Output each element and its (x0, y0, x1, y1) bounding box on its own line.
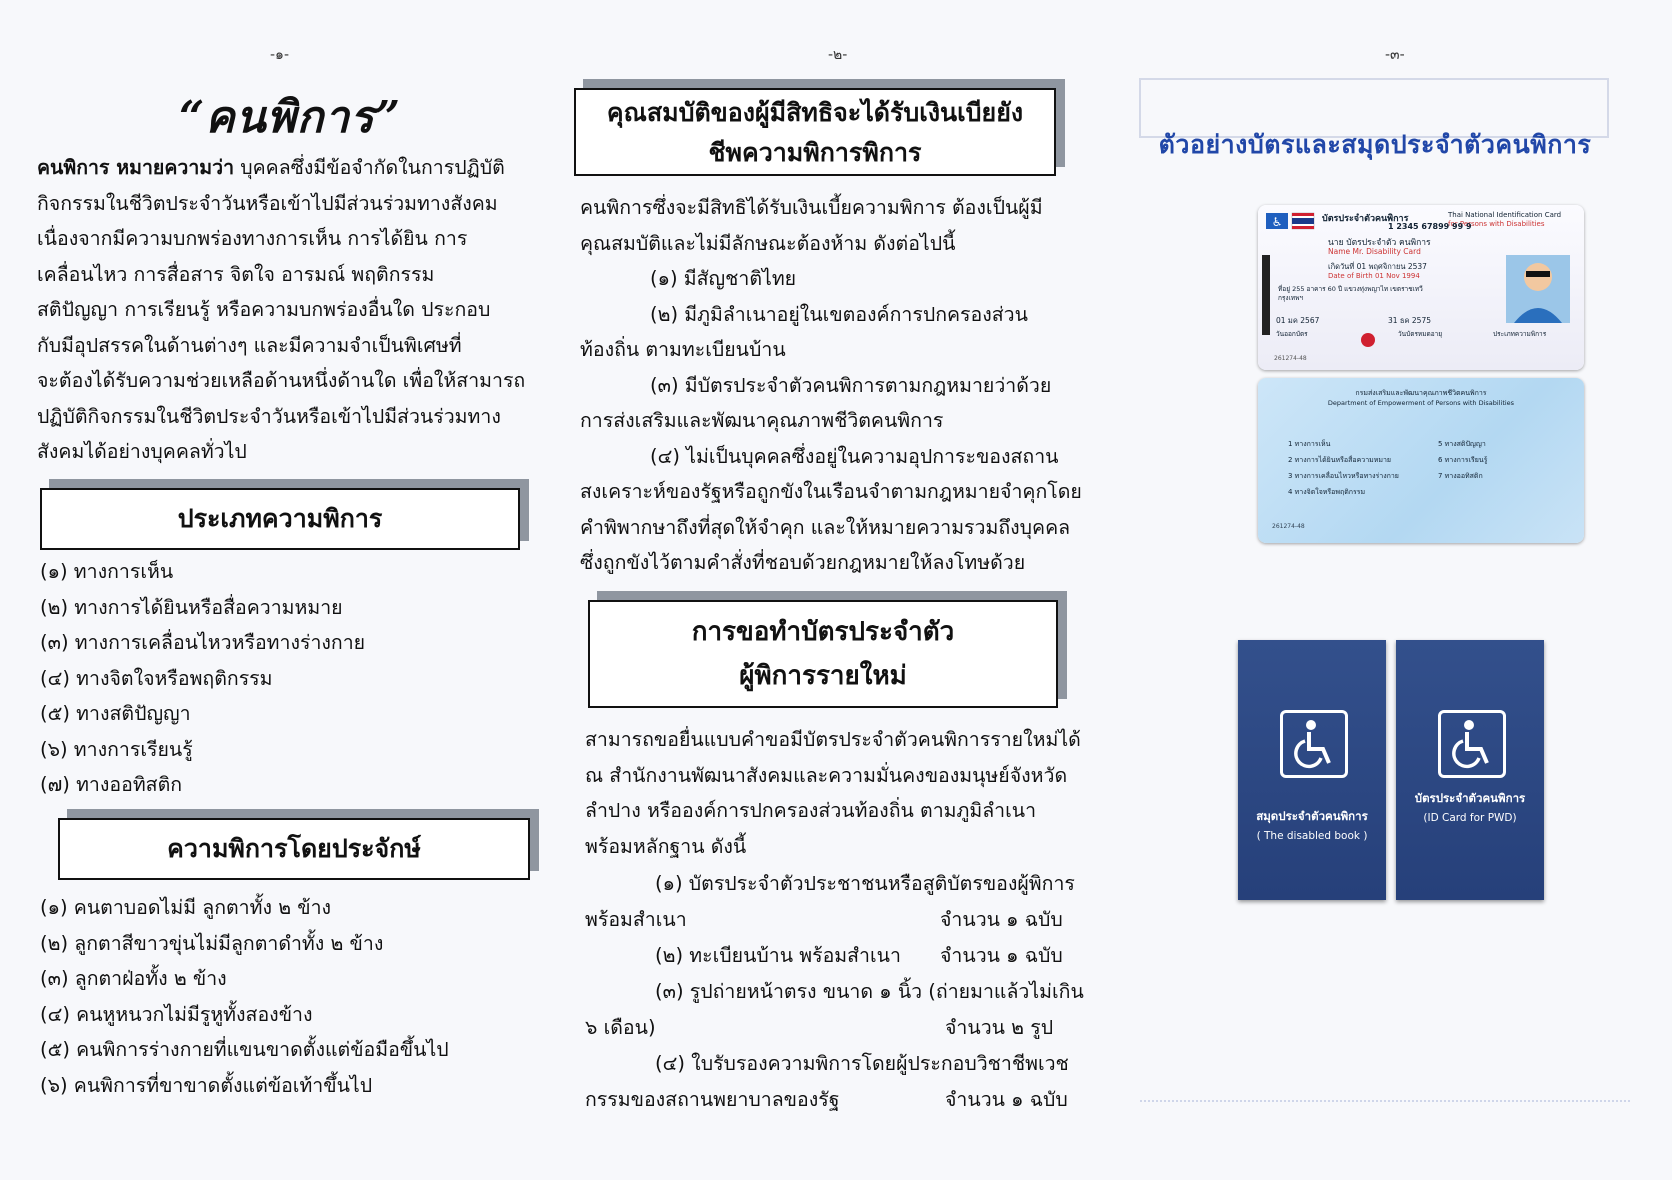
panel-what-is-disability (30, 0, 550, 1180)
list-item: (๕) ทางสติปัญญา (40, 702, 191, 725)
list-item: (๑) ทางการเห็น (40, 560, 174, 583)
doc-item-2: (๒) ทะเบียนบ้าน พร้อมสำเนา (655, 944, 901, 967)
list-item: (๕) คนพิการร่างกายที่แขนขาดตั้งแต่ข้อมือขึ้นไป (40, 1038, 449, 1061)
id-card-pwd-cover: บัตรประจำตัวคนพิการ (ID Card for PWD) (1396, 640, 1544, 900)
doc-item-1-qty: จำนวน ๑ ฉบับ (940, 908, 1063, 931)
types-list (40, 554, 365, 803)
id-card-back: กรมส่งเสริมและพัฒนาคุณภาพชีวิตคนพิการ Department of Empowerment of Persons with Disabilities 1 ทางการเห็น 2 ทางการได้ยินหรือสื่อความหมาย 3 ทางการเคลื่อนไหวหรือทางร่างกาย 4 ทางจิตใจหรือพฤติกรรม 5 ทางสติปัญญา 6 ทางการเรียนรู้ 7 ทางออทิสติก 261274-48 (1258, 378, 1584, 543)
list-item: (๓) ทางการเคลื่อนไหวหรือทางร่างกาย (40, 631, 366, 654)
new-card-heading: การขอทำบัตรประจำตัว ผู้พิการรายใหม่ (588, 600, 1058, 708)
panel-eligibility (580, 0, 1090, 1180)
card-examples-heading: ตัวอย่างบัตรและสมุดประจำตัวคนพิการ (1158, 130, 1592, 159)
doc-item-4-cont: กรรมของสถานพยาบาลของรัฐ (585, 1088, 840, 1111)
visible-disability-heading: ความพิการโดยประจักษ์ (58, 818, 530, 880)
list-item: (๒) ทางการได้ยินหรือสื่อความหมาย (40, 595, 343, 619)
new-card-paragraph: สามารถขอยื่นแบบคำขอมีบัตรประจำตัวคนพิการรายใหม่ได้ ณ สำนักงานพัฒนาสังคมและความมั่นคงของมนุษย์จังหวัด ลำปาง หรือองค์การปกครองส่วนท้องถิ่น ตามภูมิลำเนา พร้อมหลักฐาน ดังนี้ (585, 728, 1081, 858)
page-number-1: -๑- (270, 47, 289, 63)
doc-item-3-cont: ๖ เดือน) (585, 1016, 656, 1039)
list-item: (๗) ทางออทิสติก (40, 773, 183, 796)
list-item: (๑) คนตาบอดไม่มี ลูกตาทั้ง ๒ ข้าง (40, 896, 332, 919)
dotted-divider (1140, 1100, 1630, 1102)
doc-item-4: (๔) ใบรับรองความพิการโดยผู้ประกอบวิชาชีพเวช (655, 1052, 1069, 1075)
doc-item-4-qty: จำนวน ๑ ฉบับ (945, 1088, 1068, 1111)
id-card-front: ♿ บัตรประจำตัวคนพิการ Thai National Identification Card for Persons with Disabilities 1 2345 67899 99 9 นาย บัตรประจำตัว คนพิการ Name Mr. Disability Card เกิดวันที่ 01 พฤศจิกายน 2537 Date of Birth 01 Nov 1994 ที่อยู่ 255 อาคาร 60 ปี แขวงทุ่งพญาไท เขตราชเทวี กรุงเทพฯ 01 มค 2567 31 ธค 2575 วันออกบัตร วันบัตรหมดอายุ ประเภทความพิการ 261274-48 (1258, 205, 1584, 370)
disabled-book-cover: สมุดประจำตัวคนพิการ ( The disabled book ) (1238, 640, 1386, 900)
definition-paragraph: คนพิการ หมายความว่า บุคคลซึ่งมีข้อจำกัดในการปฏิบัติ กิจกรรมในชีวิตประจำวันหรือเข้าไปมีส่วนร่วมทางสังคม เนื่องจากมีความบกพร่องทางการเห็น การได้ยิน การ เคลื่อนไหว การสื่อสาร จิตใจ อารมณ์ พฤติกรรม สติปัญญา การเรียนรู้ หรือความบกพร่องอื่นใด ประกอบ กับมีอุปสรรคในด้านต่างๆ และมีความจำเป็นพิเศษที่ จะต้องได้รับความช่วยเหลือด้านหนึ่งด้านใด เพื่อให้สามารถ ปฏิบัติกิจกรรมในชีวิตประจำวันหรือเข้าไปมีส่วนร่วมทาง สังคมได้อย่างบุคคลทั่วไป (37, 156, 526, 463)
doc-item-3-qty: จำนวน ๒ รูป (945, 1016, 1054, 1039)
page-title: “คนพิการ” (178, 92, 402, 143)
doc-item-1: (๑) บัตรประจำตัวประชาชนหรือสูติบัตรของผู้พิการ (655, 872, 1075, 895)
disability-types-legend: 1 ทางการเห็น 2 ทางการได้ยินหรือสื่อความหมาย 3 ทางการเคลื่อนไหวหรือทางร่างกาย 4 ทางจิตใจหรือพฤติกรรม (1288, 440, 1399, 496)
doc-item-3: (๓) รูปถ่ายหน้าตรง ขนาด ๑ นิ้ว (ถ่ายมาแล้วไม่เกิน (655, 980, 1084, 1003)
wheelchair-icon: ♿ (1271, 215, 1283, 229)
visible-disability-list (40, 890, 449, 1103)
wheelchair-icon (1438, 710, 1506, 778)
list-item: (๓) ลูกตาฝ่อทั้ง ๒ ข้าง (40, 967, 227, 990)
list-item: (๖) ทางการเรียนรู้ (40, 737, 193, 761)
types-heading: ประเภทความพิการ (40, 488, 520, 550)
list-item: (๔) คนหูหนวกไม่มีรูหูทั้งสองข้าง (40, 1002, 313, 1026)
page-number-2: -๒- (828, 47, 848, 63)
page-number-3: -๓- (1385, 47, 1405, 63)
list-item: (๒) ลูกตาสีขาวขุ่นไม่มีลูกตาดำทั้ง ๒ ข้าง (40, 931, 384, 955)
list-item: (๖) คนพิการที่ขาขาดตั้งแต่ข้อเท้าขึ้นไป (40, 1073, 373, 1097)
list-item: (๔) ทางจิตใจหรือพฤติกรรม (40, 666, 273, 690)
eligibility-heading: คุณสมบัติของผู้มีสิทธิจะได้รับเงินเบียยัง ชีพความพิการพิการ (574, 88, 1056, 176)
eligibility-paragraph: คนพิการซึ่งจะมีสิทธิได้รับเงินเบี้ยความพิการ ต้องเป็นผู้มี คุณสมบัติและไม่มีลักษณะต้องห้าม ดังต่อไปนี้ (๑) มีสัญชาติไทย (๒) มีภูมิลำเนาอยู่ในเขตองค์การปกครองส่วน ท้องถิ่น ตามทะเบียนบ้าน (๓) มีบัตรประจำตัวคนพิการตามกฎหมายว่าด้วย การส่งเสริมและพัฒนาคุณภาพชีวิตคนพิการ (๔) ไม่เป็นบุคคลซึ่งอยู่ในความอุปการะของสถาน สงเคราะห์ของรัฐหรือถูกขังในเรือนจำตามกฎหมายจำคุกโดย คำพิพากษาถึงที่สุดให้จำคุก และให้หมายความรวมถึงบุคคล ซึ่งถูกขังไว้ตามคำสั่งที่ชอบด้วยกฎหมายให้ลงโทษด้วย (580, 196, 1082, 574)
doc-item-1-cont: พร้อมสำเนา (585, 908, 687, 931)
wheelchair-icon (1280, 710, 1348, 778)
doc-item-2-qty: จำนวน ๑ ฉบับ (940, 944, 1063, 967)
definition-term: คนพิการ หมายความว่า (37, 156, 235, 179)
